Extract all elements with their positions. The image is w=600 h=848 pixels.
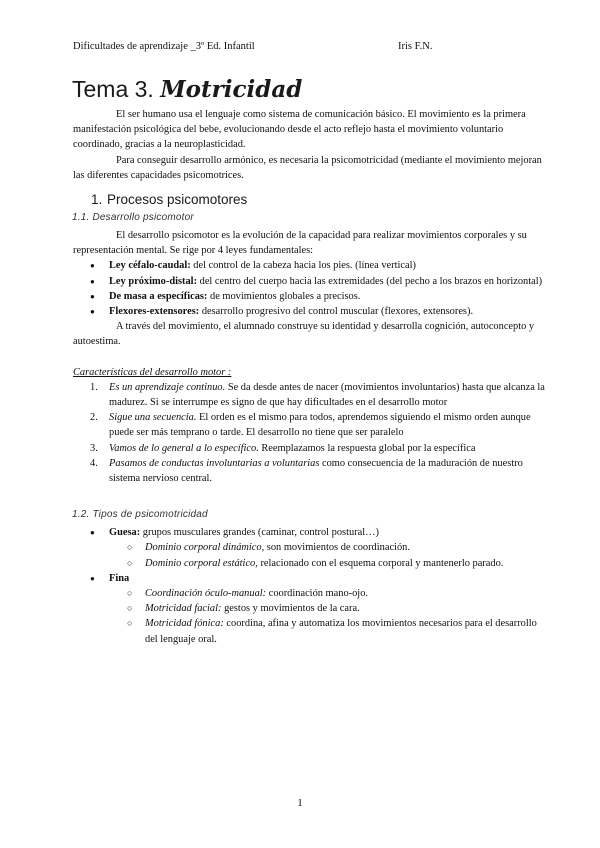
item-emphasis: Motricidad facial: xyxy=(145,603,222,615)
item-emphasis: Vamos de lo general a lo específico xyxy=(109,442,257,454)
list-item xyxy=(109,571,551,647)
item-text: coordinación mano-ojo. xyxy=(266,588,368,600)
subsection-heading-1-1: 1.1. Desarrollo psicomotor xyxy=(72,212,194,224)
item-text: como consecuencia de la maduración de nuestro sistema nervioso central. xyxy=(109,457,523,485)
page-number: 1 xyxy=(297,797,303,809)
item-text: El orden es el mismo para todos, aprendemos siguiendo el mismo orden aunque puede ser más temprano o tarde. El desarrollo no tiene que ser paralelo xyxy=(109,412,531,439)
section-title: Procesos psicomotores xyxy=(107,192,248,208)
list-item xyxy=(145,601,551,616)
intro-paragraph-2: Para conseguir desarrollo armónico, es necesaria la psicomotricidad (mediante el movimiento mejoran las diferentes capacidades psicomotrices. xyxy=(73,154,542,181)
list-item xyxy=(145,586,551,601)
list-item xyxy=(109,258,551,273)
title-emphasis: Motricidad xyxy=(160,76,303,103)
subsection-heading-1-2: 1.2. Tipos de psicomotricidad xyxy=(72,509,208,521)
type-term: Fina xyxy=(109,572,130,584)
law-text: desarrollo progresivo del control muscular (flexores, extensores). xyxy=(199,306,474,318)
gruesa-sublist xyxy=(109,540,551,570)
header-author: Iris F.N. xyxy=(398,41,433,52)
header-course: Dificultades de aprendizaje _3º Ed. Infantil xyxy=(73,41,255,52)
item-emphasis: Coordinación óculo-manual: xyxy=(145,588,267,600)
item-emphasis: Motricidad fónica: xyxy=(145,618,224,630)
list-item xyxy=(90,441,551,456)
law-term: Ley próximo-distal: xyxy=(109,275,198,287)
list-item xyxy=(145,540,551,555)
section-heading xyxy=(91,191,551,209)
item-emphasis: Es un aprendizaje continuo. xyxy=(109,381,226,393)
characteristics-heading: Características del desarrollo motor : xyxy=(73,366,232,378)
item-number: 3. xyxy=(90,442,98,454)
item-number: 2. xyxy=(90,412,98,424)
item-number: 1. xyxy=(90,381,98,393)
item-number: 4. xyxy=(90,457,98,469)
item-emphasis: Dominio corporal dinámico, xyxy=(145,542,265,554)
item-text: . Reemplazamos la respuesta global por la específica xyxy=(256,442,476,454)
list-item xyxy=(145,616,551,646)
law-text: de movimientos globales a precisos. xyxy=(207,290,361,302)
list-item xyxy=(90,380,551,410)
item-text: son movimientos de coordinación. xyxy=(264,542,410,554)
intro-paragraph-1: El ser humano usa el lenguaje como sistema de comunicación básico. El movimiento es la primera manifestación psicológica del bebe, evolucionando desde el acto reflejo hasta el movimiento voluntario coordinado, gracias a la neuroplasticidad. xyxy=(73,109,526,151)
title-prefix: Tema 3. xyxy=(72,76,161,102)
list-item xyxy=(90,456,551,486)
law-term: Flexores-extensores: xyxy=(109,306,200,318)
item-text: coordina, afina y automatiza los movimientos necesarios para el desarrollo del lenguaje oral. xyxy=(145,618,537,645)
item-text: Se da desde antes de nacer (movimientos involuntarios) hasta que alcanza la madurez. Si se interrumpe es signo de que hay dificultades en el desarrollo motor xyxy=(109,381,545,409)
closing-paragraph: A través del movimiento, el alumnado construye su identidad y desarrolla cognición, autoconcepto y autoestima. xyxy=(73,321,535,348)
item-text: gestos y movimientos de la cara. xyxy=(221,603,360,615)
list-item xyxy=(109,304,551,319)
list-item xyxy=(145,556,551,571)
type-text: grupos musculares grandes (caminar, control postural…) xyxy=(140,527,379,539)
list-item xyxy=(109,525,551,571)
characteristics-list xyxy=(73,380,551,486)
types-list xyxy=(73,525,551,647)
section-number: 1. xyxy=(91,192,103,208)
item-emphasis: Pasamos de conductas involuntarias a voluntarias xyxy=(109,457,320,469)
page-title xyxy=(72,74,551,105)
item-text: , relacionado con el esquema corporal y mantenerlo parado. xyxy=(255,557,504,569)
laws-list xyxy=(73,258,551,319)
item-emphasis: Dominio corporal estático xyxy=(145,557,256,569)
law-term: Ley céfalo-caudal: xyxy=(109,260,191,272)
list-item xyxy=(109,274,551,289)
fina-sublist xyxy=(109,586,551,647)
law-term: De masa a específicas: xyxy=(109,290,208,302)
law-text: del centro del cuerpo hacia las extremidades (del pecho a los brazos en horizontal) xyxy=(197,275,543,287)
type-term: Guesa: xyxy=(109,527,141,539)
list-item xyxy=(109,289,551,304)
law-text: del control de la cabeza hacia los pies. (línea vertical) xyxy=(190,260,416,272)
page-content xyxy=(73,74,551,647)
development-paragraph: El desarrollo psicomotor es la evolución de la capacidad para realizar movimientos corporales y su representación mental. Se rige por 4 leyes fundamentales: xyxy=(73,230,527,257)
item-emphasis: Sigue una secuencia. xyxy=(109,412,197,424)
list-item xyxy=(90,410,551,440)
